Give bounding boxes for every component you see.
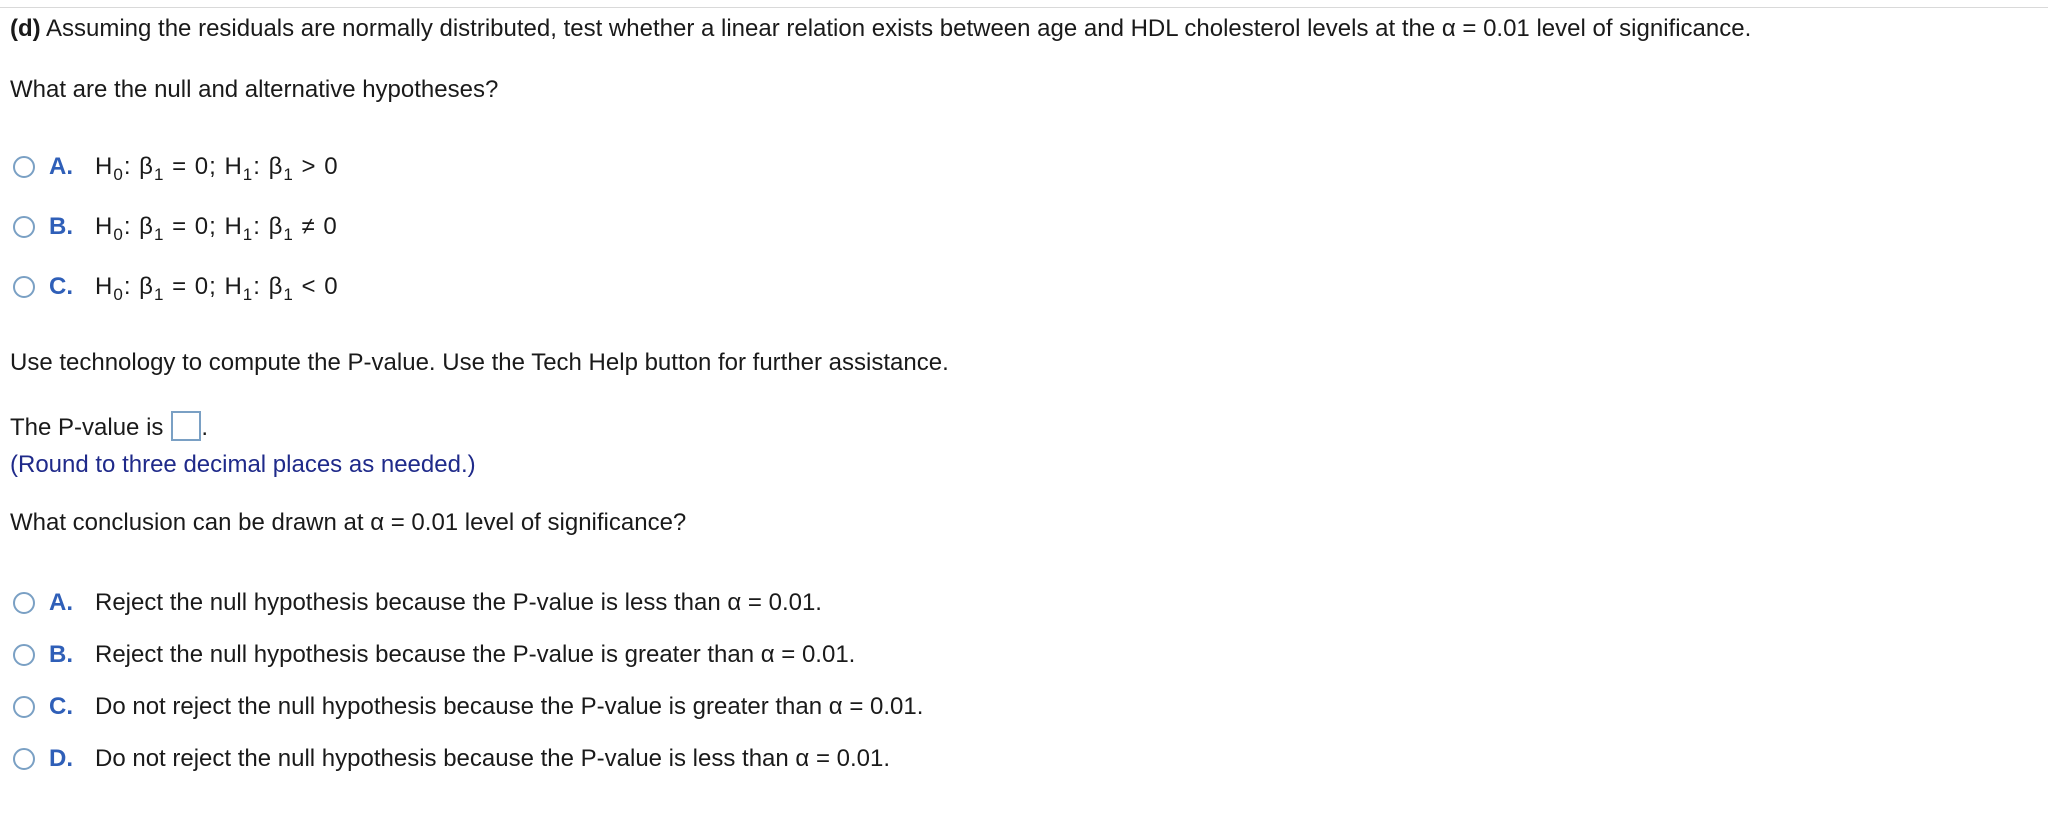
hypothesis-option-b[interactable] — [13, 211, 338, 243]
option-letter: C. — [49, 693, 73, 720]
radio-button[interactable] — [13, 276, 35, 298]
pvalue-row — [10, 411, 208, 443]
radio-button[interactable] — [13, 156, 35, 178]
hypothesis-text: $H_0$: $\beta_1 = 0$; $H_1$: $\beta_1 < 0$ — [95, 273, 339, 304]
pvalue-suffix: . — [201, 414, 209, 441]
conclusion-text: Reject the null hypothesis because the P-value is less than α = 0.01. — [95, 589, 822, 616]
part-label: (d) — [10, 15, 41, 42]
conclusion-option-d[interactable] — [13, 743, 890, 775]
part-prompt — [10, 14, 1751, 44]
conclusion-option-c[interactable] — [13, 691, 923, 723]
technology-note: Use technology to compute the P-value. Use the Tech Help button for further assistance. — [10, 349, 949, 376]
hypotheses-question: What are the null and alternative hypotheses? — [10, 76, 499, 103]
option-letter: A. — [49, 589, 73, 616]
pvalue-input[interactable] — [171, 411, 201, 441]
radio-button[interactable] — [13, 592, 35, 614]
radio-button[interactable] — [13, 696, 35, 718]
radio-button[interactable] — [13, 748, 35, 770]
conclusion-question: What conclusion can be drawn at α = 0.01 level of significance? — [10, 509, 687, 536]
hypothesis-option-a[interactable] — [13, 151, 339, 183]
option-letter: B. — [49, 641, 73, 668]
hypothesis-option-c[interactable] — [13, 271, 339, 303]
option-letter: D. — [49, 745, 73, 772]
part-prompt-text: Assuming the residuals are normally distributed, test whether a linear relation exists between age and HDL cholesterol levels at the α = 0.01 level of significance. — [46, 15, 1752, 42]
option-letter: A. — [49, 153, 73, 180]
hypothesis-text: $H_0$: $\beta_1 = 0$; $H_1$: $\beta_1 > 0$ — [95, 153, 339, 184]
hypothesis-text: $H_0$: $\beta_1 = 0$; $H_1$: $\beta_1 \ne 0$ — [95, 213, 338, 244]
option-letter: B. — [49, 213, 73, 240]
conclusion-option-a[interactable] — [13, 587, 822, 619]
conclusion-text: Do not reject the null hypothesis because the P-value is less than α = 0.01. — [95, 745, 891, 772]
top-divider — [0, 7, 2048, 8]
radio-button[interactable] — [13, 216, 35, 238]
pvalue-label: The P-value is — [10, 414, 164, 441]
radio-button[interactable] — [13, 644, 35, 666]
conclusion-option-b[interactable] — [13, 639, 855, 671]
conclusion-text: Do not reject the null hypothesis because the P-value is greater than α = 0.01. — [95, 693, 924, 720]
rounding-hint: (Round to three decimal places as needed.) — [10, 451, 476, 478]
option-letter: C. — [49, 273, 73, 300]
conclusion-text: Reject the null hypothesis because the P-value is greater than α = 0.01. — [95, 641, 856, 668]
